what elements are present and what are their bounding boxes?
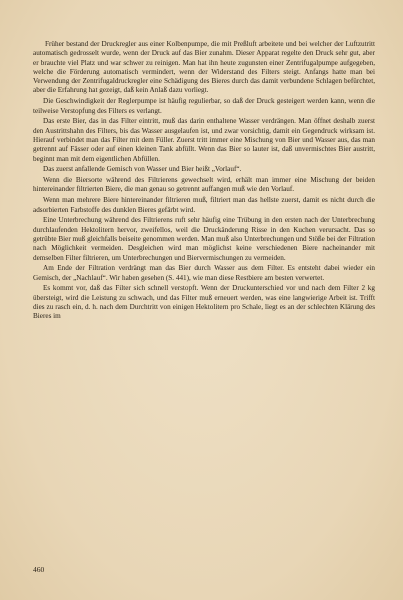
- paragraph: Die Geschwindigkeit der Reglerpumpe ist häufig regulierbar, so daß der Druck gesteigert werden kann, wenn die teilweise Verstopfung des Filters es verlangt.: [33, 97, 375, 115]
- paragraph: Eine Unterbrechung während des Filtrierens ruft sehr häufig eine Trübung in den ersten nach der Unterbrechung durchlaufenden Hektolitern hervor, zweifellos, weil die Druckänderung Risse in den Kuchen verursacht. Das so getrübte Bier muß gleichfalls beiseite genommen werden. Man muß also Unterbrechungen und Stöße bei der Filtration nach Möglichkeit vermeiden. Desgleichen wird man möglichst keine verschiedenen Biere nacheinander mit demselben Filter filtrieren, um Unterbrechungen und Biervermischungen zu vermeiden.: [33, 216, 375, 262]
- paragraph: Das zuerst anfallende Gemisch von Wasser und Bier heißt „Vorlauf“.: [43, 165, 242, 174]
- paragraph: Wenn die Biersorte während des Filtrierens gewechselt wird, erhält man immer eine Mischung der beiden hintereinander filtrierten Biere, die man genau so getrennt auffangen muß wie den Vorlauf.: [33, 176, 375, 194]
- paragraph: Es kommt vor, daß das Filter sich schnell verstopft. Wenn der Druckunterschied vor und nach dem Filter 2 kg übersteigt, wird die Leistung zu schwach, und das Filter muß erneuert werden, was eine langwierige Arbeit ist. Trifft dies zu rasch ein, d. h. nach dem Durchtritt von einigen Hektolitern pro Schale, liegt es an der schlechten Klärung des Bieres im: [33, 284, 375, 321]
- paragraph: Am Ende der Filtration verdrängt man das Bier durch Wasser aus dem Filter. Es entsteht dabei wieder ein Gemisch, der „Nachlauf“. Wir haben gesehen (S. 441), wie man diese Restbiere am besten verwertet.: [33, 264, 375, 282]
- page-number: 460: [33, 565, 45, 574]
- paragraph: Früher bestand der Druckregler aus einer Kolbenpumpe, die mit Preßluft arbeitete und bei welcher der Luftzutritt automatisch gedrosselt wurde, wenn der Druck auf das Bier zunahm. Dieser Apparat regelte den Druck sehr gut, aber er brauchte viel Platz und war schwer zu reinigen. Man hat ihn heute zugunsten einer Zentrifugalpumpe aufgegeben, welche die Förderung automatisch vermindert, wenn der Widerstand des Filters steigt. Anfangs hatte man bei Verwendung der Zentrifugaldruckregler eine Schädigung des Bieres durch das damit verbundene Schlagen befürchtet, aber die Erfahrung hat gezeigt, daß kein Anlaß dazu vorliegt.: [33, 40, 375, 95]
- paragraph: Das erste Bier, das in das Filter eintritt, muß das darin enthaltene Wasser verdrängen. Man öffnet deshalb zuerst den Austrittshahn des Filters, bis das Wasser ausgelaufen ist, und zwar vorsichtig, damit ein Gegendruck wirksam ist. Hierauf verbindet man das Filter mit dem Füller. Zuerst tritt immer eine Mischung von Bier und Wasser aus, das man getrennt auf Fässer oder auf einen kleinen Tank abfüllt. Wenn das Bier so lauter ist, daß unvermischtes Bier austritt, beginnt man mit dem eigentlichen Abfüllen.: [33, 117, 375, 163]
- paragraph: Wenn man mehrere Biere hintereinander filtrieren muß, filtriert man das hellste zuerst, damit es nicht durch die adsorbierten Farbstoffe des dunklen Bieres gefärbt wird.: [33, 196, 375, 214]
- body-text: [33, 40, 375, 323]
